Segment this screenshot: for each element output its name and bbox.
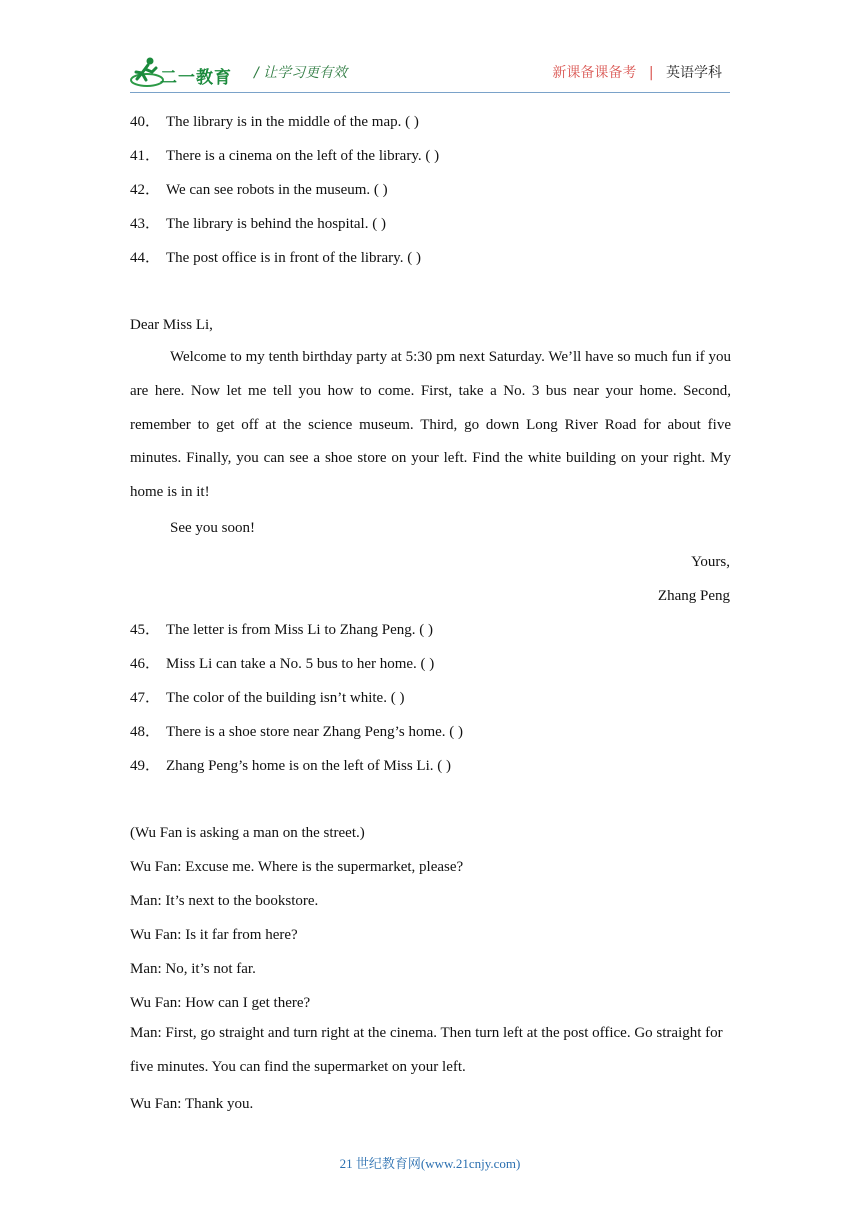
logo-text: 二一教育 — [160, 68, 232, 88]
question-40 — [130, 112, 419, 132]
page-header — [130, 52, 730, 93]
question-48 — [130, 722, 463, 742]
dialogue-line: Man: It’s next to the bookstore. — [130, 893, 319, 909]
question-number: 46． — [130, 656, 161, 672]
dialogue-line: Wu Fan: Thank you. — [130, 1096, 254, 1112]
question-42 — [130, 180, 388, 200]
question-text: There is a shoe store near Zhang Peng’s home. ( ) — [166, 724, 464, 740]
question-number: 41． — [130, 148, 161, 164]
letter-greeting: Dear Miss Li, — [130, 317, 213, 333]
question-number: 49． — [130, 758, 161, 774]
question-45 — [130, 620, 433, 640]
question-43 — [130, 214, 386, 234]
letter-signature: Zhang Peng — [657, 588, 730, 604]
header-separator: | — [648, 65, 654, 81]
header-tagline: 新课备课备考 — [552, 65, 637, 81]
letter-see-you: See you soon! — [170, 520, 255, 536]
question-text: The library is in the middle of the map. ( ) — [166, 114, 419, 130]
question-text: Miss Li can take a No. 5 bus to her home. ( ) — [166, 656, 435, 672]
letter-body: Welcome to my tenth birthday party at 5:30 pm next Saturday. We’ll have so much fun if you are here. Now let me tell you how to come. First, take a No. 3 bus near your home. Second, remember to get off at the science museum. Third, go down Long River Road for about five minutes. Finally, you can see a shoe store on your left. Find the white building on your right. My home is in it! — [130, 349, 731, 501]
page-footer: 21 世纪教育网(www.21cnjy.com) — [339, 1156, 521, 1171]
dialogue-line: Man: No, it’s not far. — [130, 961, 256, 977]
question-number: 45． — [130, 622, 161, 638]
dialogue-line: Wu Fan: How can I get there? — [130, 995, 311, 1011]
dialogue-line: Wu Fan: Is it far from here? — [130, 927, 298, 943]
question-text: The color of the building isn’t white. ( ) — [166, 690, 405, 706]
question-46 — [130, 654, 434, 674]
dialogue-long-line: Man: First, go straight and turn right at the cinema. Then turn left at the post office. Go straight for five minutes. You can find the supermarket on your left. — [130, 1025, 723, 1075]
logo — [130, 56, 250, 88]
dialogue-line: Wu Fan: Excuse me. Where is the supermarket, please? — [130, 859, 464, 875]
question-text: There is a cinema on the left of the library. ( ) — [166, 148, 440, 164]
question-text: Zhang Peng’s home is on the left of Miss Li. ( ) — [166, 758, 451, 774]
question-49 — [130, 756, 451, 776]
question-text: We can see robots in the museum. ( ) — [166, 182, 388, 198]
question-text: The post office is in front of the library. ( ) — [166, 250, 421, 266]
letter-closing: Yours, — [691, 554, 730, 570]
header-subject: 英语学科 — [666, 65, 722, 81]
dialogue-intro: (Wu Fan is asking a man on the street.) — [130, 825, 365, 841]
question-number: 43． — [130, 216, 161, 232]
question-44 — [130, 248, 421, 268]
question-number: 48． — [130, 724, 161, 740]
header-slogan: / 让学习更有效 — [254, 65, 348, 81]
header-right — [552, 62, 722, 82]
question-47 — [130, 688, 404, 708]
runner-logo-icon — [130, 56, 164, 88]
question-number: 40． — [130, 114, 161, 130]
question-number: 44． — [130, 250, 161, 266]
question-text: The library is behind the hospital. ( ) — [166, 216, 386, 232]
question-number: 47． — [130, 690, 161, 706]
question-text: The letter is from Miss Li to Zhang Peng. ( ) — [166, 622, 434, 638]
question-41 — [130, 146, 439, 166]
question-number: 42． — [130, 182, 161, 198]
